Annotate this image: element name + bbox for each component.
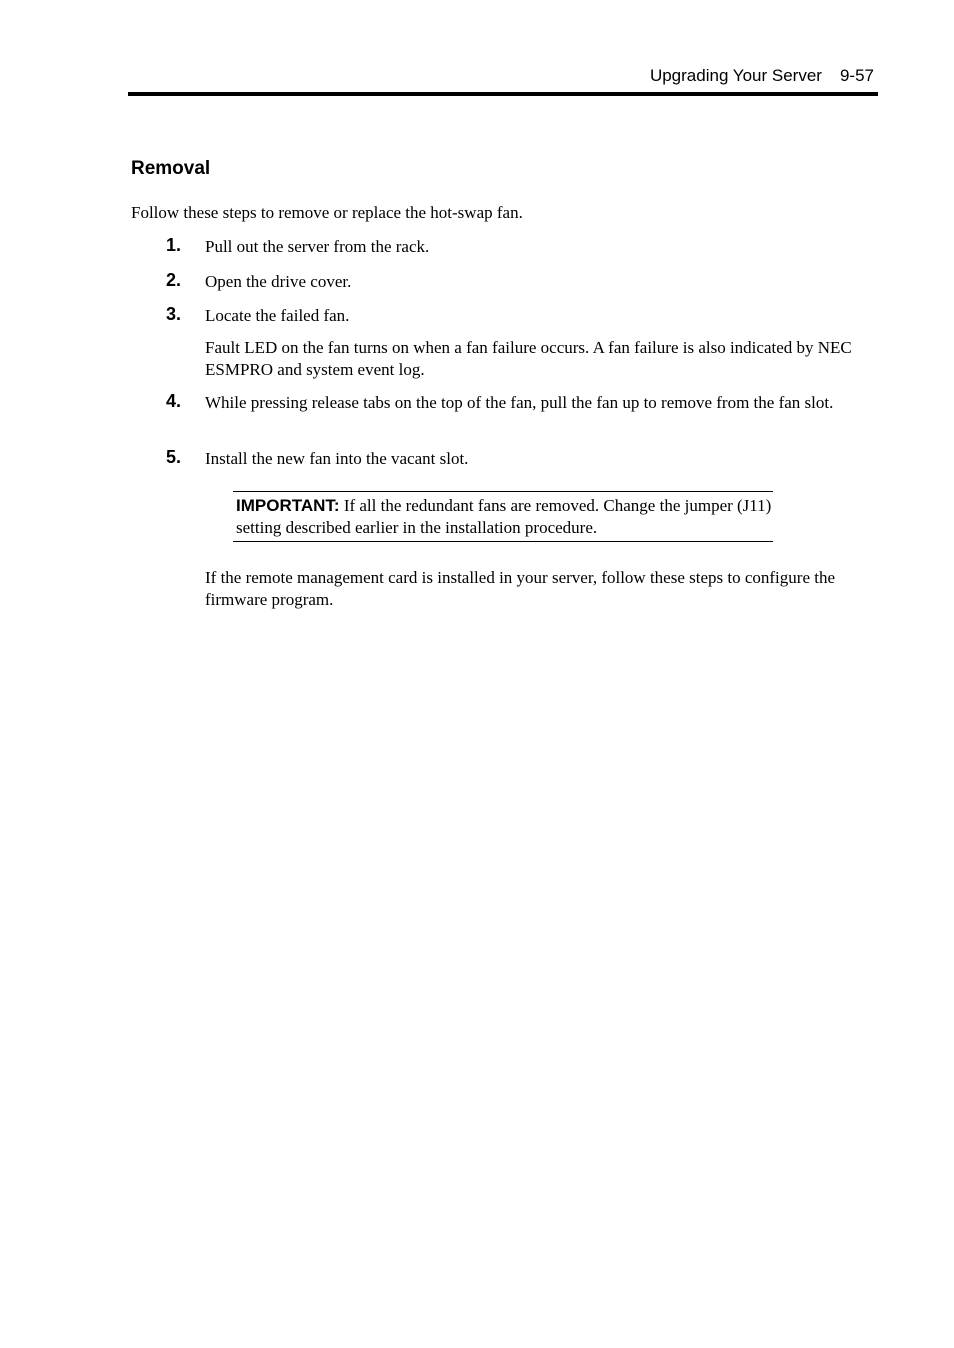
page-header xyxy=(128,66,878,96)
step-number: 1. xyxy=(166,235,182,255)
important-label: IMPORTANT: xyxy=(236,496,340,515)
important-paragraph xyxy=(236,495,773,539)
section-heading: Removal xyxy=(131,158,211,179)
intro-paragraph: Follow these steps to remove or replace the hot-swap fan. xyxy=(131,203,523,222)
step-text: Install the new fan into the vacant slot. xyxy=(205,449,469,468)
important-text: If all the redundant fans are removed. Change the jumper (J11) setting described earlier in the installation procedure. xyxy=(236,496,772,537)
page-number: 9-57 xyxy=(839,66,874,85)
step-text: Pull out the server from the rack. xyxy=(205,237,430,256)
step-number: 3. xyxy=(166,304,182,324)
step-text: Locate the failed fan. xyxy=(205,306,350,325)
header-title: Upgrading Your Server xyxy=(649,66,822,85)
step-text: Open the drive cover. xyxy=(205,272,352,291)
important-notice xyxy=(233,491,773,542)
step-3-note: Fault LED on the fan turns on when a fan failure occurs. A fan failure is also indicated by NEC ESMPRO and system event log. xyxy=(205,338,852,379)
step-number: 5. xyxy=(166,447,182,467)
step-number: 2. xyxy=(166,270,182,290)
step-number: 4. xyxy=(166,391,182,411)
step-text: While pressing release tabs on the top of the fan, pull the fan up to remove from the fan slot. xyxy=(205,393,834,412)
header-text xyxy=(650,66,874,86)
closing-paragraph: If the remote management card is installed in your server, follow these steps to configure the firmware program. xyxy=(205,568,836,609)
